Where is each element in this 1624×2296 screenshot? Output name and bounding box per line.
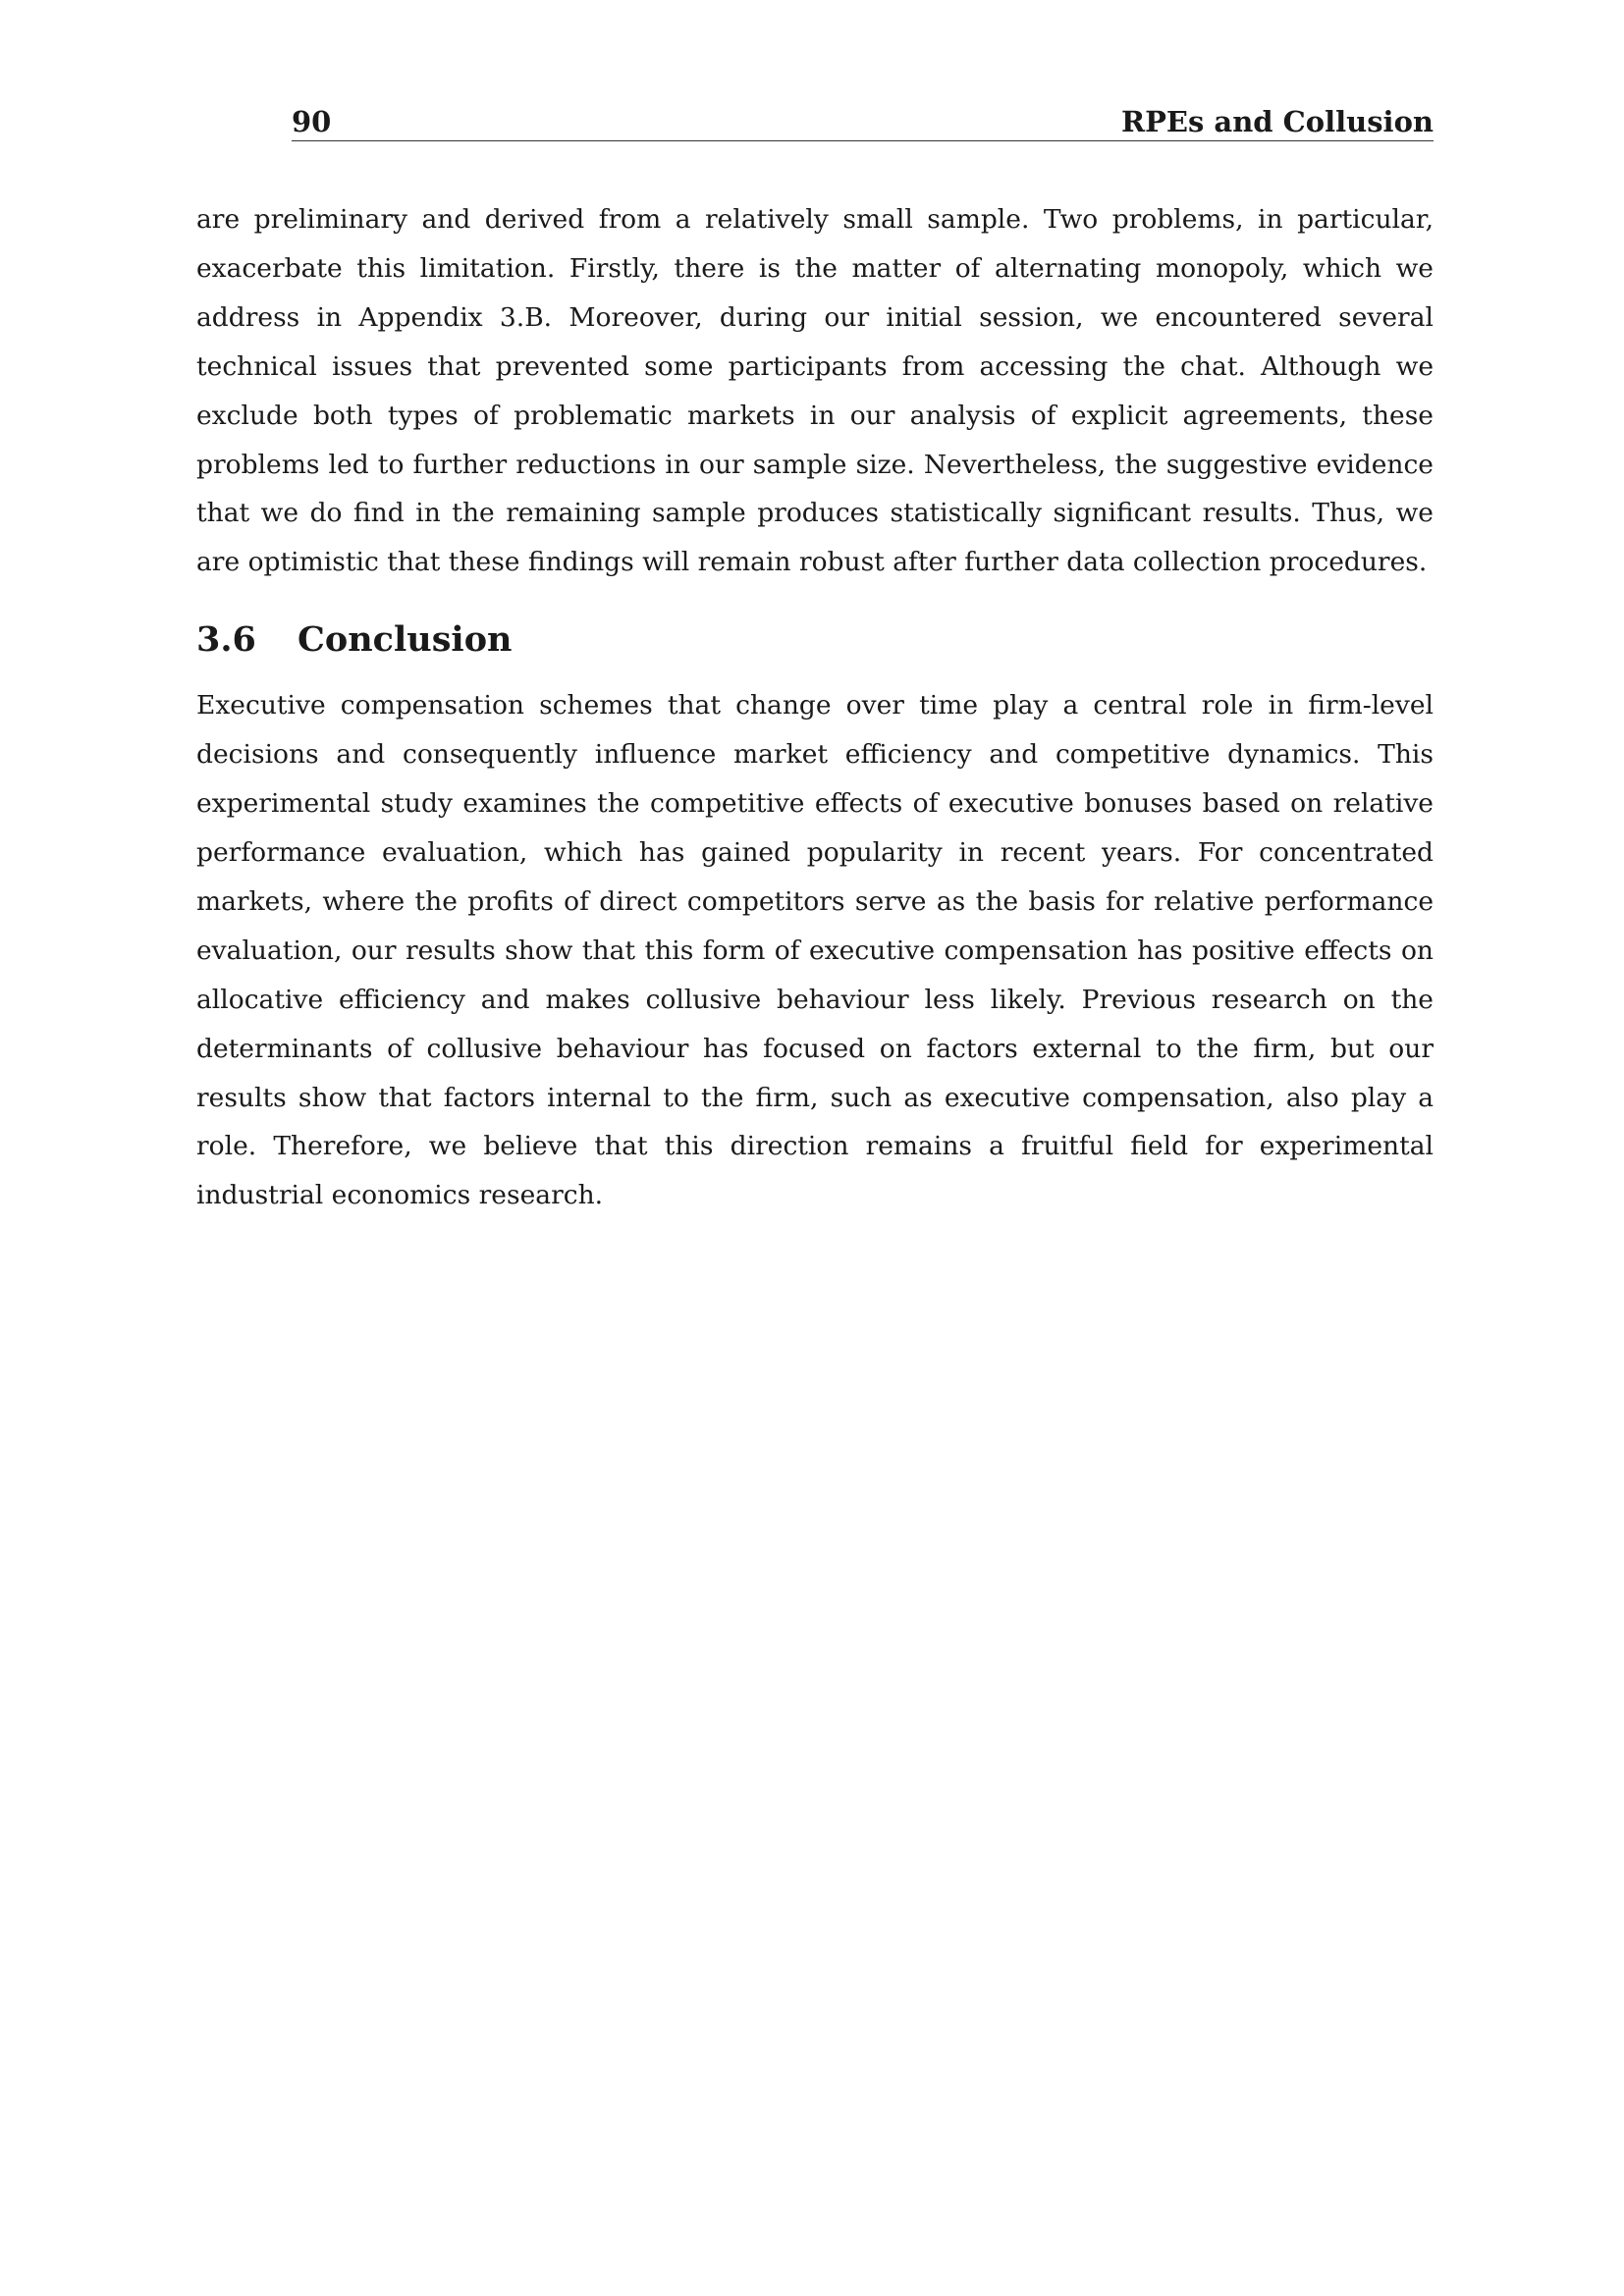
running-header bbox=[292, 98, 1434, 141]
conclusion-paragraph: Executive compensation schemes that change over time play a central role in firm-level decisions and consequently influence market efficiency and competitive dynamics. This experimental study examines the competitive effects of executive bonuses based on relative performance evaluation, which has gained popularity in recent years. For concentrated markets, where the profits of direct competitors serve as the basis for relative performance evaluation, our results show that this form of executive compensation has positive effects on allocative efficiency and makes collusive behaviour less likely. Previous research on the determinants of collusive behaviour has focused on factors external to the firm, but our results show that factors internal to the firm, such as executive compensation, also play a role. Therefore, we believe that this direction remains a fruitful field for experimental industrial economics research. bbox=[196, 690, 1434, 1211]
page-body bbox=[196, 195, 1434, 1220]
page-number: 90 bbox=[292, 105, 332, 138]
section-number: 3.6 bbox=[196, 619, 256, 661]
continuation-paragraph: are preliminary and derived from a relatively small sample. Two problems, in particular, exacerbate this limitation. Firstly, there is the matter of alternating monopoly, which we address in Appendix 3.B. Moreover, during our initial session, we encountered several technical issues that prevented some participants from accessing the chat. Although we exclude both types of problematic markets in our analysis of explicit agreements, these problems led to further reductions in our sample size. Nevertheless, the suggestive evidence that we do find in the remaining sample produces statistically significant results. Thus, we are optimistic that these findings will remain robust after further data collection procedures. bbox=[196, 204, 1434, 578]
running-title: RPEs and Collusion bbox=[1121, 105, 1434, 138]
section-title: Conclusion bbox=[298, 619, 513, 661]
section-heading bbox=[196, 618, 1434, 662]
